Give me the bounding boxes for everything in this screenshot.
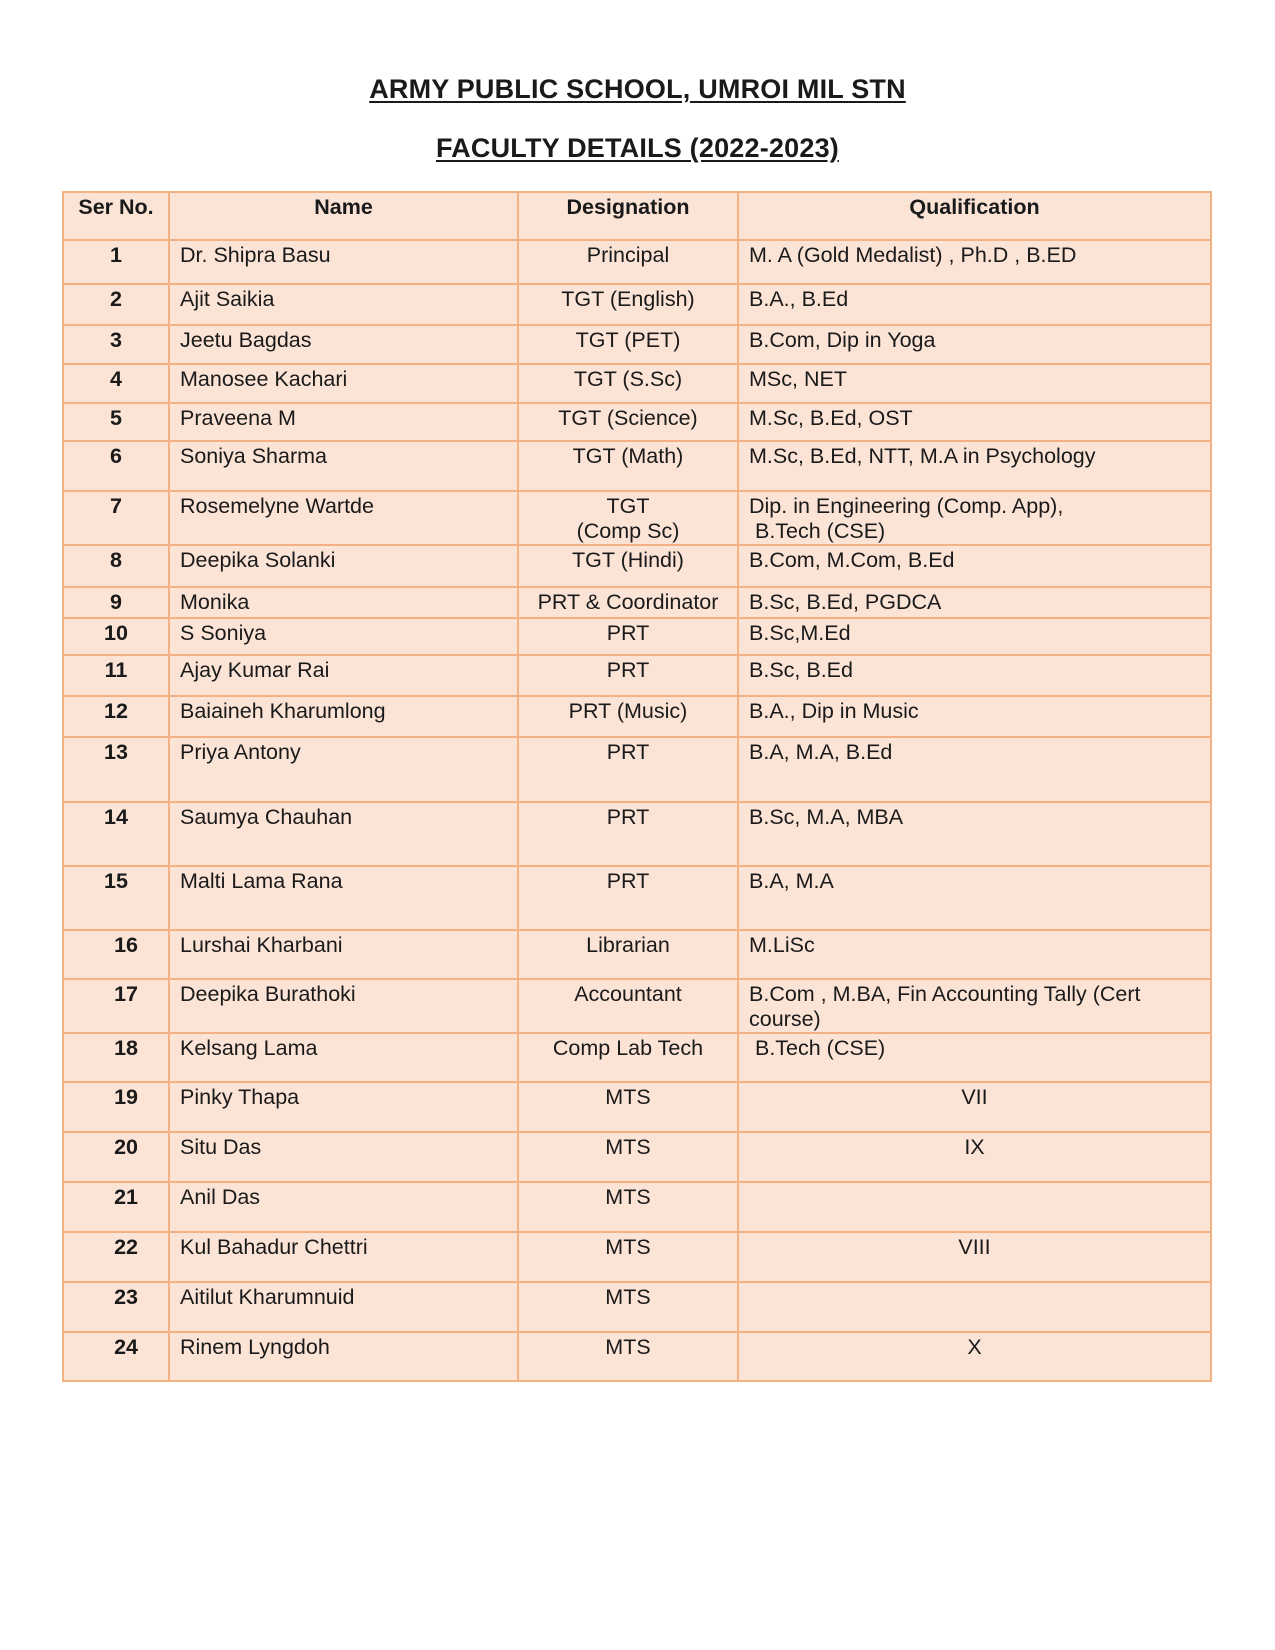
designation-cell: TGT (S.Sc) <box>518 364 738 403</box>
name-cell: Kul Bahadur Chettri <box>169 1232 518 1282</box>
designation-cell: TGT (Science) <box>518 403 738 441</box>
qualification-cell: B.Sc, B.Ed, PGDCA <box>738 587 1211 618</box>
designation-cell: PRT (Music) <box>518 696 738 737</box>
name-cell: Saumya Chauhan <box>169 802 518 866</box>
ser-no-cell: 23 <box>63 1282 169 1332</box>
qualification-cell: B.Com, M.Com, B.Ed <box>738 545 1211 587</box>
name-cell: Manosee Kachari <box>169 364 518 403</box>
qualification-cell: B.A., B.Ed <box>738 284 1211 325</box>
name-cell: Rosemelyne Wartde <box>169 491 518 545</box>
designation-cell: PRT <box>518 866 738 930</box>
ser-no-cell: 22 <box>63 1232 169 1282</box>
table-row <box>63 1332 1211 1381</box>
designation-cell: MTS <box>518 1282 738 1332</box>
designation-cell: MTS <box>518 1182 738 1232</box>
qualification-cell: B.Com, Dip in Yoga <box>738 325 1211 364</box>
qualification-cell: VIII <box>738 1232 1211 1282</box>
table-row <box>63 1282 1211 1332</box>
designation-cell: Accountant <box>518 979 738 1033</box>
name-cell: Monika <box>169 587 518 618</box>
table-row <box>63 587 1211 618</box>
name-cell: Pinky Thapa <box>169 1082 518 1132</box>
table-row <box>63 1082 1211 1132</box>
ser-no-cell: 4 <box>63 364 169 403</box>
qualification-cell: B.Sc, M.A, MBA <box>738 802 1211 866</box>
table-row <box>63 618 1211 655</box>
table-row <box>63 866 1211 930</box>
table-row <box>63 545 1211 587</box>
table-row <box>63 284 1211 325</box>
header-row <box>63 192 1211 240</box>
ser-no-cell: 19 <box>63 1082 169 1132</box>
ser-no-cell: 8 <box>63 545 169 587</box>
designation-cell: MTS <box>518 1332 738 1381</box>
designation-cell: PRT & Coordinator <box>518 587 738 618</box>
qualification-cell: B.Sc, B.Ed <box>738 655 1211 696</box>
faculty-table-body <box>63 240 1211 1381</box>
designation-cell: PRT <box>518 802 738 866</box>
name-cell: Priya Antony <box>169 737 518 802</box>
qualification-cell: X <box>738 1332 1211 1381</box>
header-designation: Designation <box>518 192 738 240</box>
table-row <box>63 737 1211 802</box>
school-title: ARMY PUBLIC SCHOOL, UMROI MIL STN <box>369 74 906 104</box>
qualification-cell: MSc, NET <box>738 364 1211 403</box>
designation-line-1: TGT <box>606 494 650 518</box>
ser-no-cell: 1 <box>63 240 169 284</box>
ser-no-cell: 14 <box>63 802 169 866</box>
ser-no-cell: 24 <box>63 1332 169 1381</box>
ser-no-cell: 2 <box>63 284 169 325</box>
table-row <box>63 325 1211 364</box>
table-row <box>63 1232 1211 1282</box>
name-cell: Soniya Sharma <box>169 441 518 491</box>
designation-cell: TGT (Hindi) <box>518 545 738 587</box>
qualification-cell: IX <box>738 1132 1211 1182</box>
faculty-details-title: FACULTY DETAILS (2022-2023) <box>435 133 839 163</box>
name-cell: Ajit Saikia <box>169 284 518 325</box>
ser-no-cell: 10 <box>63 618 169 655</box>
qualification-line-2: course) <box>749 1007 821 1031</box>
designation-cell: TGT (Math) <box>518 441 738 491</box>
name-cell: Kelsang Lama <box>169 1033 518 1082</box>
ser-no-cell: 20 <box>63 1132 169 1182</box>
table-row <box>63 655 1211 696</box>
designation-cell: TGT (English) <box>518 284 738 325</box>
name-cell: Ajay Kumar Rai <box>169 655 518 696</box>
name-cell: Jeetu Bagdas <box>169 325 518 364</box>
table-row <box>63 403 1211 441</box>
designation-cell: Librarian <box>518 930 738 979</box>
qualification-cell: M.Sc, B.Ed, OST <box>738 403 1211 441</box>
qualification-line-1: B.Com , M.BA, Fin Accounting Tally (Cert <box>749 982 1141 1006</box>
designation-cell: PRT <box>518 737 738 802</box>
table-row <box>63 240 1211 284</box>
designation-cell <box>518 491 738 545</box>
qualification-cell: M. A (Gold Medalist) , Ph.D , B.ED <box>738 240 1211 284</box>
qualification-cell <box>738 1182 1211 1232</box>
designation-cell: MTS <box>518 1132 738 1182</box>
ser-no-cell: 3 <box>63 325 169 364</box>
ser-no-cell: 18 <box>63 1033 169 1082</box>
table-row <box>63 1182 1211 1232</box>
table-row <box>63 1132 1211 1182</box>
name-cell: Aitilut Kharumnuid <box>169 1282 518 1332</box>
designation-cell: Principal <box>518 240 738 284</box>
table-row <box>63 441 1211 491</box>
ser-no-cell: 17 <box>63 979 169 1033</box>
faculty-table <box>62 191 1212 1382</box>
ser-no-cell: 9 <box>63 587 169 618</box>
faculty-table-header <box>63 192 1211 240</box>
name-cell: S Soniya <box>169 618 518 655</box>
ser-no-cell: 16 <box>63 930 169 979</box>
qualification-line-2: B.Tech (CSE) <box>749 519 886 543</box>
name-cell: Praveena M <box>169 403 518 441</box>
qualification-cell: M.LiSc <box>738 930 1211 979</box>
header-qualification: Qualification <box>738 192 1211 240</box>
ser-no-cell: 11 <box>63 655 169 696</box>
designation-cell: PRT <box>518 618 738 655</box>
designation-cell: MTS <box>518 1232 738 1282</box>
ser-no-cell: 13 <box>63 737 169 802</box>
name-cell: Dr. Shipra Basu <box>169 240 518 284</box>
header-ser-no: Ser No. <box>63 192 169 240</box>
name-cell: Baiaineh Kharumlong <box>169 696 518 737</box>
ser-no-cell: 21 <box>63 1182 169 1232</box>
table-row <box>63 930 1211 979</box>
name-cell: Anil Das <box>169 1182 518 1232</box>
designation-cell: PRT <box>518 655 738 696</box>
qualification-cell: B.A, M.A, B.Ed <box>738 737 1211 802</box>
qualification-cell: M.Sc, B.Ed, NTT, M.A in Psychology <box>738 441 1211 491</box>
name-cell: Situ Das <box>169 1132 518 1182</box>
qualification-cell <box>738 491 1211 545</box>
header-name: Name <box>169 192 518 240</box>
table-row <box>63 802 1211 866</box>
name-cell: Deepika Solanki <box>169 545 518 587</box>
designation-cell: MTS <box>518 1082 738 1132</box>
qualification-cell <box>738 979 1211 1033</box>
table-row <box>63 1033 1211 1082</box>
table-row <box>63 696 1211 737</box>
name-cell: Lurshai Kharbani <box>169 930 518 979</box>
name-cell: Rinem Lyngdoh <box>169 1332 518 1381</box>
qualification-cell: B.Tech (CSE) <box>738 1033 1211 1082</box>
qualification-cell: VII <box>738 1082 1211 1132</box>
ser-no-cell: 7 <box>63 491 169 545</box>
table-row <box>63 979 1211 1033</box>
ser-no-cell: 12 <box>63 696 169 737</box>
ser-no-cell: 6 <box>63 441 169 491</box>
designation-cell: TGT (PET) <box>518 325 738 364</box>
name-cell: Deepika Burathoki <box>169 979 518 1033</box>
qualification-cell: B.A., Dip in Music <box>738 696 1211 737</box>
qualification-cell: B.A, M.A <box>738 866 1211 930</box>
table-row <box>63 491 1211 545</box>
name-cell: Malti Lama Rana <box>169 866 518 930</box>
designation-line-2: (Comp Sc) <box>576 519 680 543</box>
qualification-line-1: Dip. in Engineering (Comp. App), <box>749 494 1064 518</box>
qualification-cell <box>738 1282 1211 1332</box>
qualification-cell: B.Sc,M.Ed <box>738 618 1211 655</box>
designation-cell: Comp Lab Tech <box>518 1033 738 1082</box>
ser-no-cell: 5 <box>63 403 169 441</box>
ser-no-cell: 15 <box>63 866 169 930</box>
table-row <box>63 364 1211 403</box>
